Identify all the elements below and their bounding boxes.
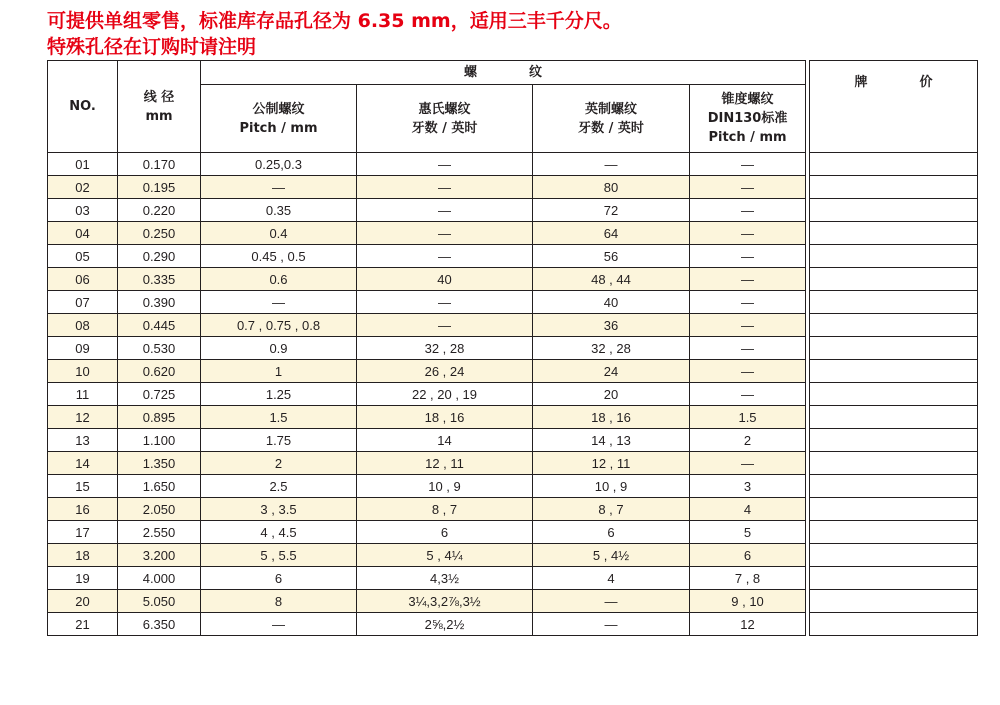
table-row [48, 429, 978, 452]
cell-diameter: 0.220 [118, 199, 201, 222]
cell-no: 05 [48, 245, 118, 268]
header-thread-group [201, 61, 806, 85]
cell-whitworth: 5 , 4¼ [357, 544, 533, 567]
table-row [48, 590, 978, 613]
cell-no: 07 [48, 291, 118, 314]
header-imperial-label: 英制螺纹 [584, 101, 637, 117]
cell-imperial: 8 , 7 [533, 498, 690, 521]
cell-price [810, 360, 978, 383]
header-diameter [118, 61, 201, 153]
header-thread-char-b: 纹 [529, 65, 543, 80]
header-no: NO. [48, 61, 118, 153]
cell-price [810, 153, 978, 176]
cell-metric: 1 [201, 360, 357, 383]
cell-taper: — [690, 314, 806, 337]
header-diameter-label: 线 径 [143, 89, 175, 105]
table-row [48, 176, 978, 199]
cell-no: 08 [48, 314, 118, 337]
cell-price [810, 429, 978, 452]
cell-imperial: 24 [533, 360, 690, 383]
cell-imperial: 32 , 28 [533, 337, 690, 360]
cell-diameter: 0.895 [118, 406, 201, 429]
cell-diameter: 1.100 [118, 429, 201, 452]
cell-metric: 8 [201, 590, 357, 613]
cell-imperial: — [533, 153, 690, 176]
table-row [48, 521, 978, 544]
header-imperial [533, 85, 690, 153]
header-price [810, 61, 978, 153]
cell-no: 18 [48, 544, 118, 567]
header-whitworth-label: 惠氏螺纹 [418, 101, 471, 117]
header-price-char-b: 价 [919, 75, 933, 90]
cell-imperial: 72 [533, 199, 690, 222]
cell-whitworth: — [357, 222, 533, 245]
table-header [48, 61, 978, 153]
cell-price [810, 314, 978, 337]
table-row [48, 360, 978, 383]
cell-diameter: 2.550 [118, 521, 201, 544]
header-whitworth [357, 85, 533, 153]
cell-imperial: — [533, 613, 690, 636]
cell-metric: 1.75 [201, 429, 357, 452]
cell-metric: 0.7 , 0.75 , 0.8 [201, 314, 357, 337]
cell-imperial: 56 [533, 245, 690, 268]
cell-whitworth: 8 , 7 [357, 498, 533, 521]
cell-imperial: 40 [533, 291, 690, 314]
cell-taper: — [690, 383, 806, 406]
cell-imperial: — [533, 590, 690, 613]
cell-imperial: 80 [533, 176, 690, 199]
cell-price [810, 452, 978, 475]
cell-whitworth: 4,3½ [357, 567, 533, 590]
table-row [48, 475, 978, 498]
cell-diameter: 0.725 [118, 383, 201, 406]
cell-whitworth: 6 [357, 521, 533, 544]
thread-spec-table [47, 60, 978, 636]
cell-taper: 9 , 10 [690, 590, 806, 613]
cell-metric: 2 [201, 452, 357, 475]
header-taper [690, 85, 806, 153]
table-row [48, 498, 978, 521]
cell-whitworth: 18 , 16 [357, 406, 533, 429]
cell-taper: 3 [690, 475, 806, 498]
cell-diameter: 0.445 [118, 314, 201, 337]
cell-whitworth: 26 , 24 [357, 360, 533, 383]
cell-whitworth: — [357, 245, 533, 268]
table-row [48, 544, 978, 567]
cell-diameter: 0.170 [118, 153, 201, 176]
cell-no: 03 [48, 199, 118, 222]
table-row [48, 268, 978, 291]
cell-whitworth: 12 , 11 [357, 452, 533, 475]
cell-taper: 12 [690, 613, 806, 636]
cell-taper: — [690, 176, 806, 199]
cell-whitworth: 10 , 9 [357, 475, 533, 498]
cell-diameter: 6.350 [118, 613, 201, 636]
cell-no: 04 [48, 222, 118, 245]
table-row [48, 567, 978, 590]
table-row [48, 291, 978, 314]
cell-taper: 1.5 [690, 406, 806, 429]
cell-price [810, 406, 978, 429]
cell-price [810, 337, 978, 360]
cell-taper: 5 [690, 521, 806, 544]
cell-imperial: 36 [533, 314, 690, 337]
header-diameter-unit: mm [145, 108, 173, 124]
header-taper-label: 锥度螺纹 [721, 92, 774, 107]
cell-price [810, 590, 978, 613]
header-metric-label: 公制螺纹 [252, 101, 305, 117]
cell-metric: 0.4 [201, 222, 357, 245]
cell-price [810, 268, 978, 291]
cell-diameter: 0.390 [118, 291, 201, 314]
cell-price [810, 176, 978, 199]
table-row [48, 222, 978, 245]
table-row [48, 383, 978, 406]
cell-price [810, 521, 978, 544]
cell-diameter: 3.200 [118, 544, 201, 567]
header-price-char-a: 牌 [854, 75, 868, 90]
cell-taper: 7 , 8 [690, 567, 806, 590]
cell-taper: — [690, 245, 806, 268]
cell-imperial: 4 [533, 567, 690, 590]
header-taper-standard: DIN130标准 [707, 111, 788, 126]
cell-price [810, 567, 978, 590]
cell-diameter: 0.250 [118, 222, 201, 245]
cell-imperial: 64 [533, 222, 690, 245]
cell-metric: — [201, 176, 357, 199]
cell-whitworth: 32 , 28 [357, 337, 533, 360]
cell-taper: 6 [690, 544, 806, 567]
cell-metric: 1.25 [201, 383, 357, 406]
cell-whitworth: — [357, 199, 533, 222]
cell-whitworth: 3¼,3,2⅞,3½ [357, 590, 533, 613]
header-metric [201, 85, 357, 153]
cell-price [810, 383, 978, 406]
table-body [48, 153, 978, 636]
header-taper-unit: Pitch / mm [708, 130, 787, 145]
cell-no: 16 [48, 498, 118, 521]
cell-price [810, 199, 978, 222]
cell-metric: — [201, 613, 357, 636]
cell-price [810, 245, 978, 268]
cell-no: 09 [48, 337, 118, 360]
cell-no: 15 [48, 475, 118, 498]
cell-no: 02 [48, 176, 118, 199]
header-metric-unit: Pitch / mm [239, 120, 318, 136]
cell-no: 17 [48, 521, 118, 544]
table-row [48, 245, 978, 268]
notice [47, 8, 622, 60]
cell-no: 14 [48, 452, 118, 475]
cell-price [810, 498, 978, 521]
cell-whitworth: — [357, 291, 533, 314]
cell-taper: — [690, 360, 806, 383]
table-row [48, 452, 978, 475]
table-row [48, 337, 978, 360]
cell-imperial: 14 , 13 [533, 429, 690, 452]
cell-taper: — [690, 291, 806, 314]
cell-no: 10 [48, 360, 118, 383]
cell-imperial: 5 , 4½ [533, 544, 690, 567]
cell-imperial: 48 , 44 [533, 268, 690, 291]
cell-no: 13 [48, 429, 118, 452]
cell-metric: — [201, 291, 357, 314]
cell-metric: 6 [201, 567, 357, 590]
cell-whitworth: 40 [357, 268, 533, 291]
cell-diameter: 0.335 [118, 268, 201, 291]
cell-diameter: 2.050 [118, 498, 201, 521]
table-row [48, 406, 978, 429]
cell-diameter: 5.050 [118, 590, 201, 613]
header-imperial-unit: 牙数 / 英时 [578, 120, 644, 136]
cell-metric: 0.25,0.3 [201, 153, 357, 176]
cell-imperial: 18 , 16 [533, 406, 690, 429]
cell-price [810, 291, 978, 314]
cell-metric: 0.6 [201, 268, 357, 291]
cell-taper: — [690, 222, 806, 245]
cell-no: 12 [48, 406, 118, 429]
cell-taper: — [690, 153, 806, 176]
cell-imperial: 12 , 11 [533, 452, 690, 475]
notice-line-1: 可提供单组零售，标准库存品孔径为 6.35 mm，适用三丰千分尺。 [47, 10, 622, 32]
table-row [48, 153, 978, 176]
cell-whitworth: — [357, 153, 533, 176]
cell-taper: — [690, 452, 806, 475]
notice-line-2: 特殊孔径在订购时请注明 [47, 36, 257, 58]
header-thread-char-a: 螺 [464, 65, 478, 80]
table-row [48, 613, 978, 636]
cell-whitworth: — [357, 176, 533, 199]
cell-diameter: 1.650 [118, 475, 201, 498]
cell-metric: 2.5 [201, 475, 357, 498]
cell-diameter: 0.620 [118, 360, 201, 383]
cell-no: 11 [48, 383, 118, 406]
cell-price [810, 544, 978, 567]
cell-metric: 4 , 4.5 [201, 521, 357, 544]
cell-taper: — [690, 268, 806, 291]
table-row [48, 314, 978, 337]
cell-no: 01 [48, 153, 118, 176]
cell-taper: 2 [690, 429, 806, 452]
cell-whitworth: 22 , 20 , 19 [357, 383, 533, 406]
header-whitworth-unit: 牙数 / 英时 [411, 120, 478, 136]
cell-metric: 0.45 , 0.5 [201, 245, 357, 268]
cell-no: 06 [48, 268, 118, 291]
cell-metric: 5 , 5.5 [201, 544, 357, 567]
cell-diameter: 4.000 [118, 567, 201, 590]
cell-no: 19 [48, 567, 118, 590]
cell-metric: 1.5 [201, 406, 357, 429]
cell-diameter: 0.290 [118, 245, 201, 268]
cell-price [810, 222, 978, 245]
cell-whitworth: — [357, 314, 533, 337]
cell-taper: — [690, 199, 806, 222]
cell-whitworth: 14 [357, 429, 533, 452]
cell-imperial: 20 [533, 383, 690, 406]
cell-taper: — [690, 337, 806, 360]
cell-whitworth: 2⅝,2½ [357, 613, 533, 636]
cell-metric: 0.35 [201, 199, 357, 222]
cell-metric: 3 , 3.5 [201, 498, 357, 521]
cell-metric: 0.9 [201, 337, 357, 360]
cell-no: 20 [48, 590, 118, 613]
cell-price [810, 613, 978, 636]
cell-imperial: 6 [533, 521, 690, 544]
cell-no: 21 [48, 613, 118, 636]
cell-diameter: 1.350 [118, 452, 201, 475]
cell-imperial: 10 , 9 [533, 475, 690, 498]
table-row [48, 199, 978, 222]
cell-diameter: 0.195 [118, 176, 201, 199]
cell-taper: 4 [690, 498, 806, 521]
cell-diameter: 0.530 [118, 337, 201, 360]
cell-price [810, 475, 978, 498]
